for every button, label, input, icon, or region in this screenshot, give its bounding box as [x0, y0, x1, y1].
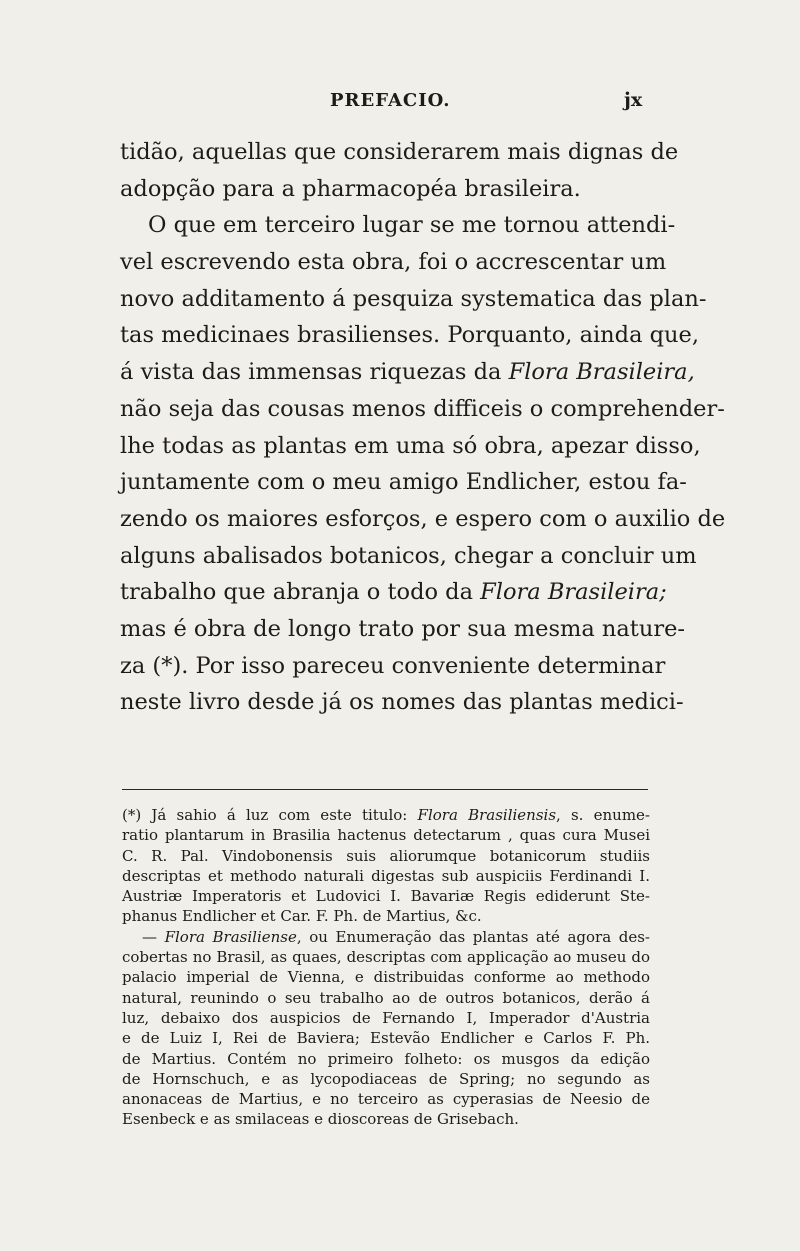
text-line: alguns abalisados botanicos, chegar a concluir um — [120, 542, 697, 569]
italic-title: Flora Brasileira; — [480, 579, 667, 606]
text-line: zendo os maiores esforços, e espero com o auxilio de — [120, 505, 726, 532]
text-line: tas medicinaes brasilienses. Porquanto, ainda que, — [120, 322, 700, 349]
text-line: O que em terceiro lugar se me tornou attendi- — [148, 212, 676, 239]
text-run: á vista das immensas riquezas da — [120, 359, 509, 386]
footnote-line: de Hornschuch, e as lycopodiaceas de Spring; no segundo as — [122, 1069, 650, 1088]
footnote-line: phanus Endlicher et Car. F. Ph. de Martius, &c. — [122, 907, 482, 926]
italic-title: Flora Brasiliense — [164, 927, 297, 946]
footnote-separator — [122, 789, 648, 790]
text-run: (*) Já sahio á luz com este titulo: — [122, 806, 418, 824]
main-text — [120, 134, 726, 721]
text-line: neste livro desde já os nomes das plantas medici- — [120, 689, 684, 716]
text-line: novo additamento á pesquiza systematica das plan- — [120, 285, 707, 312]
footnote-line: de Martius. Contém no primeiro folheto: os musgos da edição — [122, 1049, 650, 1068]
text-line — [120, 574, 667, 611]
text-line: juntamente com o meu amigo Endlicher, estou fa- — [120, 469, 687, 496]
footnote-line: cobertas no Brasil, as quaes, descriptas com applicação ao museu do — [122, 948, 650, 967]
text-run: trabalho que abranja o todo da — [120, 579, 481, 606]
footnote-line: natural, reunindo o seu trabalho ao de outros botanicos, derão á — [122, 988, 650, 1007]
italic-title: Flora Brasiliensis — [417, 806, 557, 824]
footnote-line: palacio imperial de Vienna, e distribuidas conforme ao methodo — [122, 968, 650, 987]
footnote-line: luz, debaixo dos auspicios de Fernando I, Imperador d'Austria — [122, 1008, 650, 1027]
text-run: , s. enume- — [556, 806, 650, 824]
footnote-line — [122, 805, 650, 825]
text-line: tidão, aquellas que considerarem mais dignas de — [120, 139, 679, 165]
running-head — [0, 90, 800, 120]
text-run: , ou Enumeração das plantas até agora des- — [296, 927, 650, 946]
footnote-line: Esenbeck e as smilaceas e dioscoreas de Grisebach. — [122, 1110, 519, 1129]
text-line — [120, 354, 695, 391]
text-line: za (*). Por isso pareceu conveniente determinar — [120, 652, 666, 679]
italic-title: Flora Brasileira, — [508, 359, 695, 386]
footnote-line: e de Luiz I, Rei de Baviera; Estevão Endlicher e Carlos F. Ph. — [122, 1029, 650, 1048]
footnote-line: Austriæ Imperatoris et Ludovici I. Bavariæ Regis ediderunt Ste- — [122, 887, 650, 906]
text-run: — — [142, 927, 165, 946]
text-line: mas é obra de longo trato por sua mesma nature- — [120, 615, 686, 642]
running-head-title: PREFACIO. — [330, 90, 451, 111]
footnote-line: anonaceas de Martius, e no terceiro as cyperasias de Neesio de — [122, 1090, 650, 1109]
page-number: jx — [624, 89, 643, 111]
text-line: lhe todas as plantas em uma só obra, apezar disso, — [120, 432, 701, 459]
footnote-line: ratio plantarum in Brasilia hactenus detectarum , quas cura Musei — [122, 826, 650, 845]
text-line: vel escrevendo esta obra, foi o accrescentar um — [120, 249, 667, 276]
footnote-line: C. R. Pal. Vindobonensis suis aliorumque botanicorum studiis — [122, 846, 650, 865]
footnote-line: descriptas et methodo naturali digestas sub auspiciis Ferdinandi I. — [122, 866, 650, 885]
footnote — [122, 805, 650, 1130]
text-line: adopção para a pharmacopéa brasileira. — [120, 175, 581, 202]
footnote-line — [122, 927, 650, 947]
text-line: não seja das cousas menos difficeis o comprehender- — [120, 395, 725, 422]
